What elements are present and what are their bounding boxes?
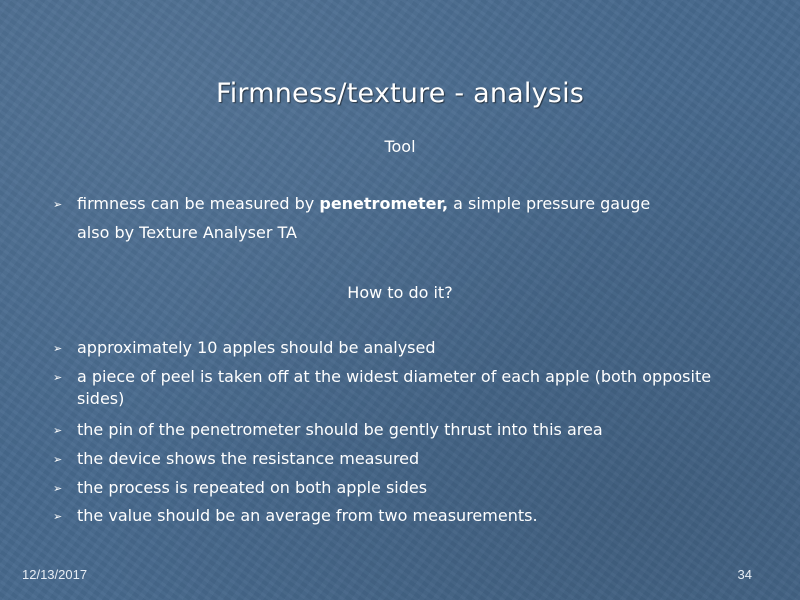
bullet-arrow-icon: ➢ — [53, 453, 63, 466]
tool-bullet-bold: penetrometer, — [319, 194, 449, 213]
slide-number: 34 — [737, 567, 752, 582]
bullet-arrow-icon: ➢ — [53, 342, 63, 355]
tool-bullet-before: firmness can be measured by — [77, 194, 320, 213]
tool-heading: Tool — [384, 137, 416, 156]
howto-heading: How to do it? — [347, 283, 453, 302]
step-text: the pin of the penetrometer should be gently thrust into this area — [77, 420, 603, 439]
bullet-arrow-icon: ➢ — [53, 371, 63, 384]
bullet-arrow-icon: ➢ — [53, 424, 63, 437]
bullet-arrow-icon: ➢ — [53, 510, 63, 523]
list-item — [55, 337, 745, 359]
footer-date: 12/13/2017 — [22, 567, 88, 582]
slide-title: Firmness/texture - analysis — [215, 78, 585, 109]
step-text: a piece of peel is taken off at the widest diameter of each apple (both opposite sides) — [77, 367, 712, 408]
step-text: the value should be an average from two measurements. — [77, 506, 538, 525]
list-item — [55, 366, 745, 410]
step-text: the device shows the resistance measured — [77, 449, 420, 468]
bullet-arrow-icon: ➢ — [53, 482, 63, 495]
list-item — [55, 477, 745, 499]
step-text: the process is repeated on both apple sides — [77, 478, 428, 497]
list-item — [55, 419, 745, 441]
bullet-arrow-icon: ➢ — [53, 198, 63, 211]
list-item — [55, 448, 745, 470]
tool-bullet — [55, 193, 745, 215]
list-item — [55, 505, 745, 527]
tool-bullet-text — [77, 193, 745, 215]
step-text: approximately 10 apples should be analysed — [77, 338, 436, 357]
tool-line-2: also by Texture Analyser TA — [77, 223, 297, 242]
tool-bullet-after: a simple pressure gauge — [448, 194, 651, 213]
